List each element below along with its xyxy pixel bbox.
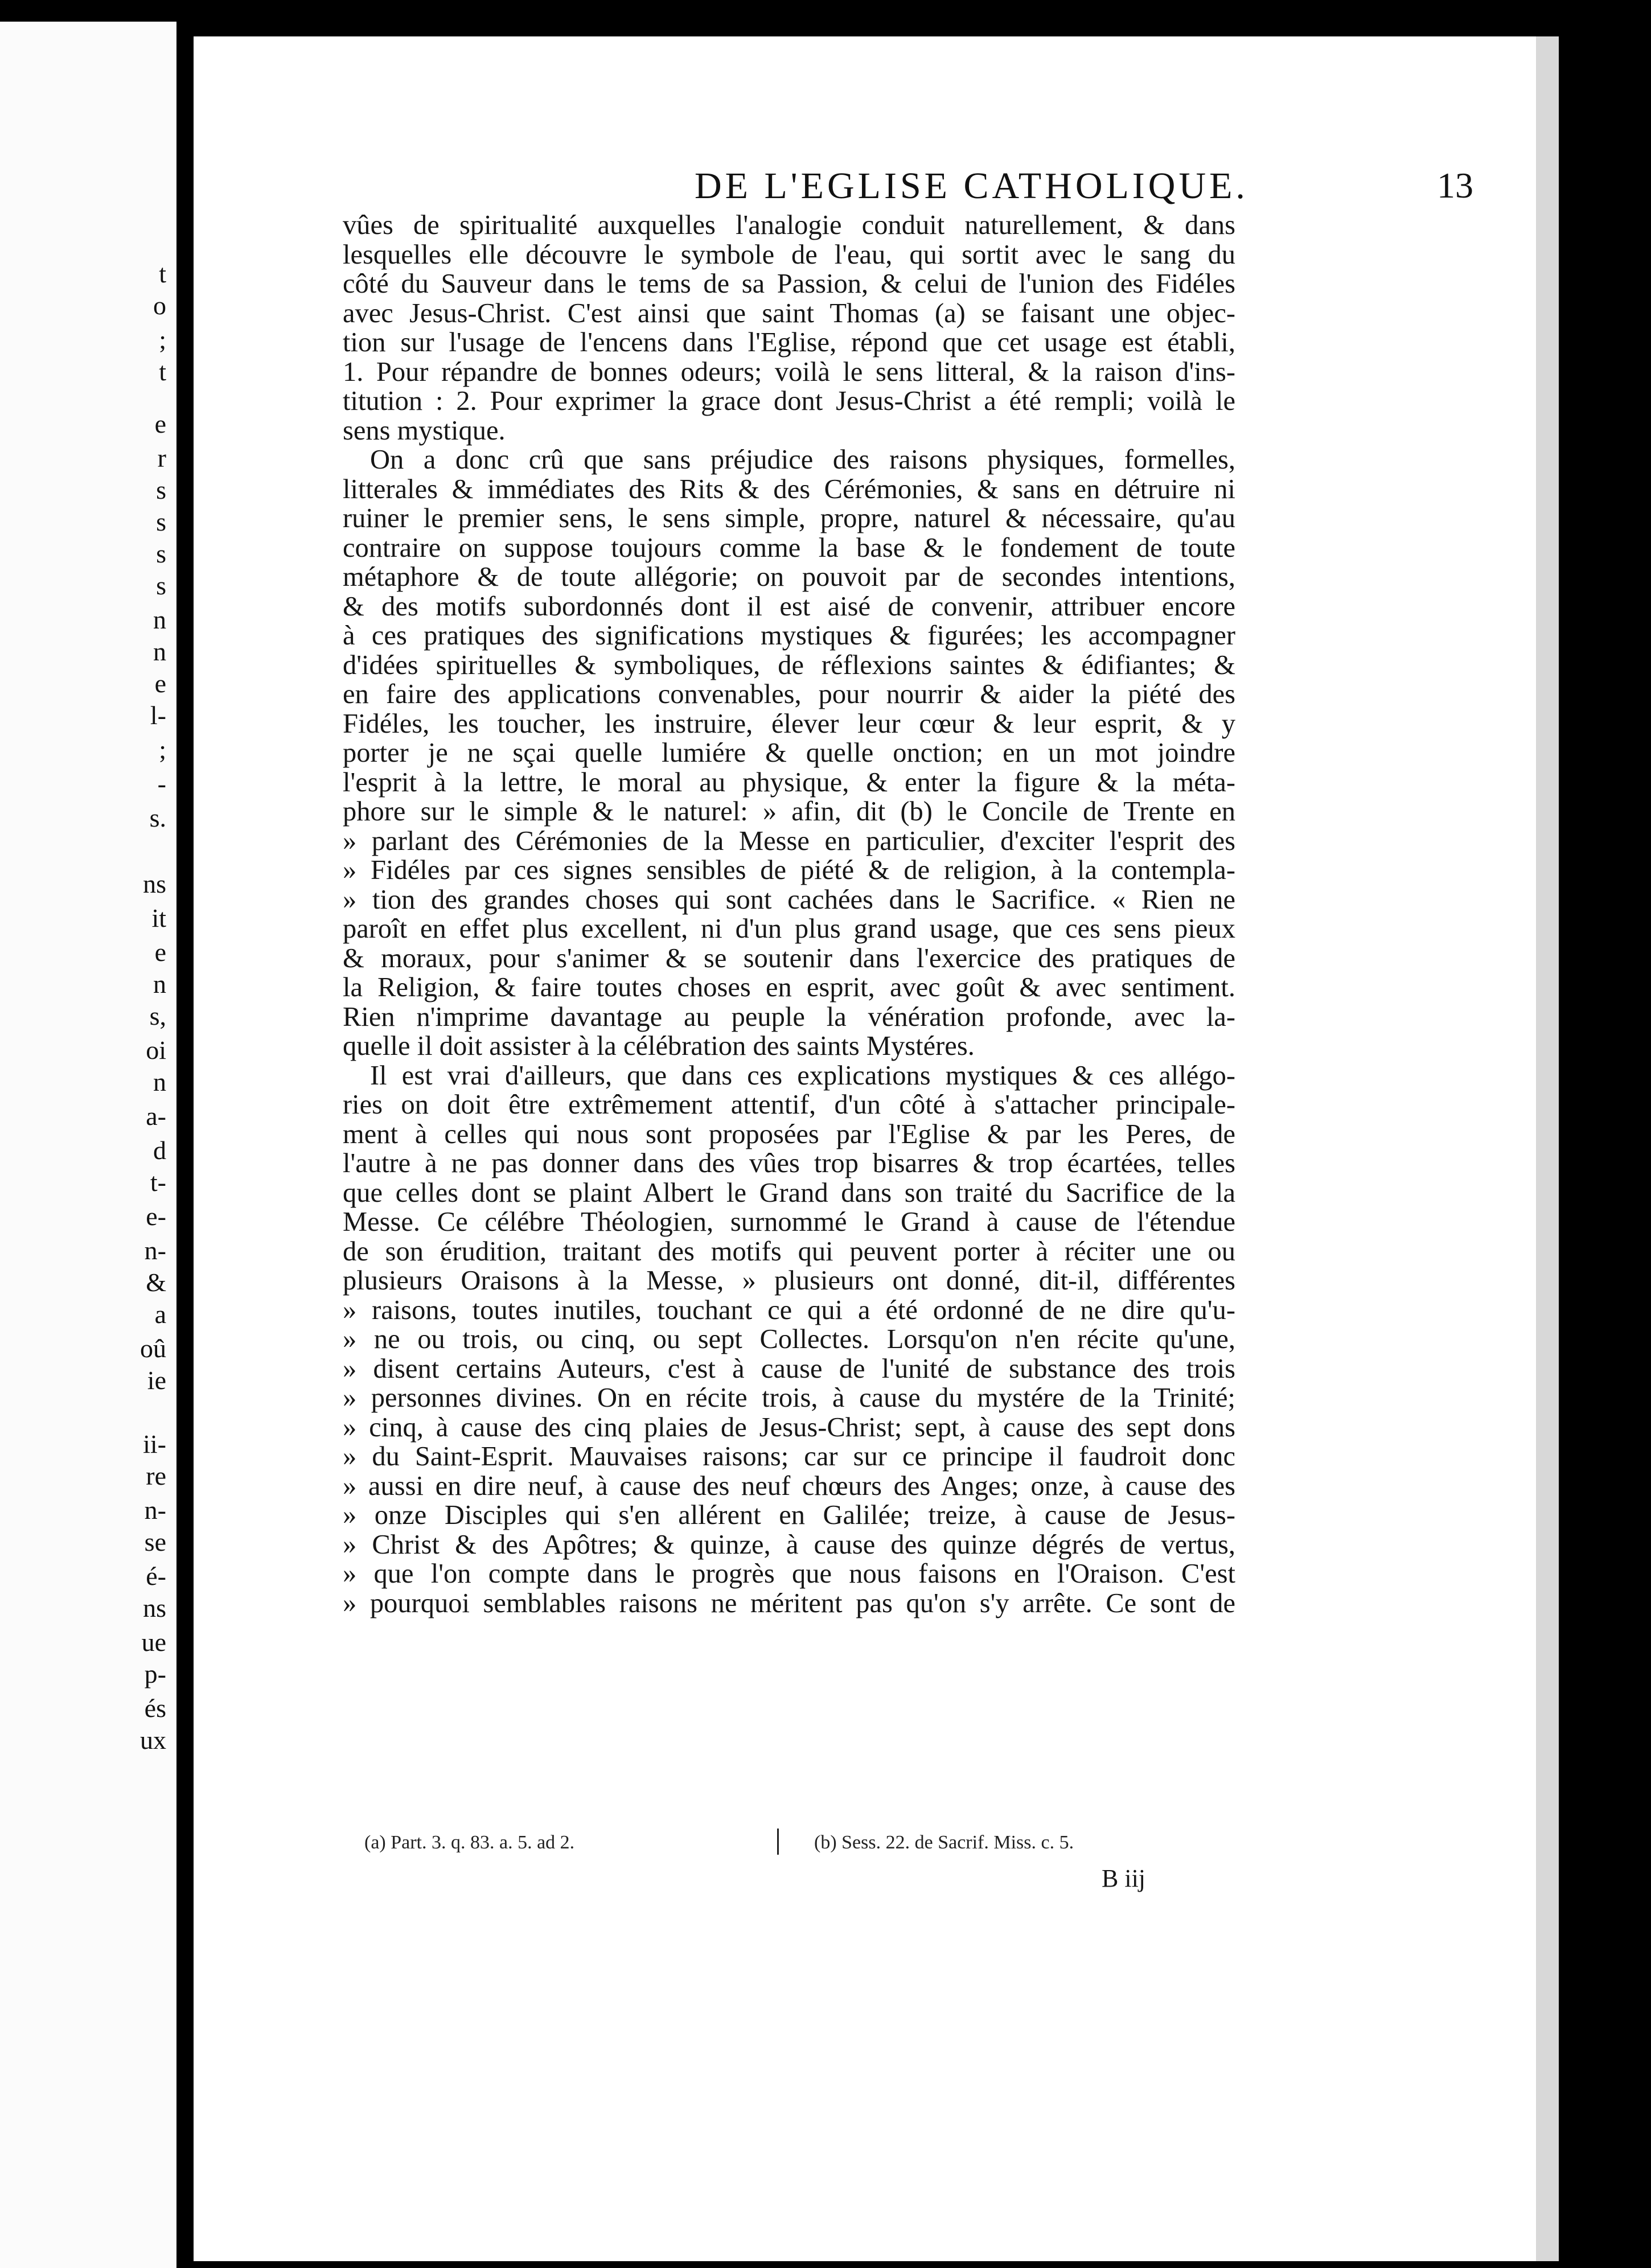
text-line: d'idées spirituelles & symboliques, de réflexions saintes & édifiantes; &: [343, 650, 1235, 680]
text-line: » ne ou trois, ou cinq, ou sept Collectes. Lorsqu'on n'en récite qu'une,: [343, 1324, 1235, 1354]
text-line: » Christ & des Apôtres; & quinze, à cause des quinze dégrés de vertus,: [343, 1529, 1235, 1560]
margin-fragment: n: [153, 1067, 166, 1096]
text-line: » aussi en dire neuf, à cause des neuf chœurs des Anges; onze, à cause des: [343, 1470, 1235, 1501]
margin-fragment: n-: [144, 1236, 166, 1265]
margin-fragment: s: [156, 507, 166, 536]
margin-fragment: s: [156, 475, 166, 504]
text-line: Fidéles, les toucher, les instruire, élever leur cœur & leur esprit, & y: [343, 708, 1235, 739]
text-line: On a donc crû que sans préjudice des raisons physiques, formelles,: [370, 445, 1235, 475]
text-line: quelle il doit assister à la célébration des saints Mystéres.: [343, 1031, 975, 1061]
margin-fragment: ns: [143, 1593, 166, 1622]
margin-fragment: e-: [146, 1202, 166, 1231]
text-line: en faire des applications convenables, pour nourrir & aider la piété des: [343, 679, 1235, 709]
body-text: [343, 211, 1235, 1618]
text-line: la Religion, & faire toutes choses en esprit, avec goût & avec sentiment.: [343, 972, 1235, 1002]
text-line: de son érudition, traitant des motifs qui peuvent porter à réciter une ou: [343, 1236, 1235, 1267]
margin-fragment: p-: [144, 1659, 166, 1688]
text-line: » tion des grandes choses qui sont cachées dans le Sacrifice. « Rien ne: [343, 884, 1235, 915]
text-line: Messe. Ce célébre Théologien, surnommé le Grand à cause de l'étendue: [343, 1207, 1235, 1237]
text-line: & moraux, pour s'animer & se soutenir dans l'exercice des pratiques de: [343, 943, 1235, 973]
margin-fragment: t: [159, 357, 166, 386]
text-line: » pourquoi semblables raisons ne méritent pas qu'on s'y arrête. Ce sont de: [343, 1588, 1235, 1618]
margin-fragment: és: [144, 1694, 166, 1723]
footnote-divider: [777, 1829, 779, 1855]
margin-fragment: a-: [146, 1102, 166, 1131]
text-line: » personnes divines. On en récite trois, à cause du mystére de la Trinité;: [343, 1383, 1235, 1413]
text-line: lesquelles elle découvre le symbole de l'eau, qui sortit avec le sang du: [343, 239, 1235, 270]
margin-fragment: s: [156, 539, 166, 568]
text-line: ruiner le premier sens, le sens simple, propre, naturel & nécessaire, qu'au: [343, 503, 1235, 533]
margin-fragment: s: [156, 571, 166, 600]
margin-fragment: t-: [150, 1168, 166, 1197]
margin-fragment: n: [153, 605, 166, 634]
margin-fragment: a: [154, 1300, 166, 1329]
text-line: l'autre à ne pas donner dans des vûes trop bisarres & trop écartées, telles: [343, 1148, 1235, 1178]
text-line: que celles dont se plaint Albert le Grand dans son traité du Sacrifice de la: [343, 1177, 1235, 1208]
margin-fragment: l-: [150, 701, 166, 730]
margin-fragment: ns: [143, 869, 166, 898]
margin-fragment: s.: [149, 803, 166, 832]
margin-fragment: it: [151, 903, 166, 932]
text-line: » parlant des Cérémonies de la Messe en particulier, d'exciter l'esprit des: [343, 825, 1235, 856]
text-line: 1. Pour répandre de bonnes odeurs; voilà le sens litteral, & la raison d'ins-: [343, 356, 1235, 387]
margin-fragment: n-: [144, 1495, 166, 1525]
margin-fragment: &: [146, 1268, 166, 1297]
text-line: côté du Sauveur dans le tems de sa Passion, & celui de l'union des Fidéles: [343, 269, 1235, 299]
main-page: [194, 36, 1536, 2261]
margin-fragment: n: [153, 969, 166, 999]
text-line: » Fidéles par ces signes sensibles de piété & de religion, à la contempla-: [343, 855, 1235, 885]
text-line: Il est vrai d'ailleurs, que dans ces explications mystiques & ces allégo-: [370, 1060, 1235, 1091]
margin-fragment: ue: [141, 1628, 166, 1657]
margin-fragment: se: [144, 1527, 166, 1556]
margin-fragment: oi: [146, 1036, 166, 1065]
margin-fragment: ie: [147, 1366, 166, 1395]
margin-fragment: d: [153, 1136, 166, 1165]
left-page-edge: [0, 22, 176, 2268]
text-line: paroît en effet plus excellent, ni d'un plus grand usage, que ces sens pieux: [343, 914, 1235, 944]
margin-fragment: n: [153, 637, 166, 666]
margin-fragment: r: [157, 443, 166, 472]
text-line: litterales & immédiates des Rits & des Cérémonies, & sans en détruire ni: [343, 474, 1235, 504]
text-line: Rien n'imprime davantage au peuple la vénération profonde, avec la-: [343, 1001, 1235, 1032]
text-line: vûes de spiritualité auxquelles l'analogie conduit naturellement, & dans: [343, 210, 1235, 240]
text-line: titution : 2. Pour exprimer la grace dont Jesus-Christ a été rempli; voilà le: [343, 386, 1235, 416]
text-line: phore sur le simple & le naturel: » afin, dit (b) le Concile de Trente en: [343, 796, 1235, 827]
page-header: [501, 165, 1502, 210]
margin-fragment: ;: [159, 325, 166, 354]
text-line: » du Saint-Esprit. Mauvaises raisons; car sur ce principe il faudroit donc: [343, 1441, 1235, 1472]
text-line: » cinq, à cause des cinq plaies de Jesus-Christ; sept, à cause des sept dons: [343, 1412, 1235, 1443]
text-line: ries on doit être extrêmement attentif, d'un côté à s'attacher principale-: [343, 1090, 1235, 1120]
text-line: » onze Disciples qui s'en allérent en Galilée; treize, à cause de Jesus-: [343, 1500, 1235, 1530]
text-line: contraire on suppose toujours comme la base & le fondement de toute: [343, 532, 1235, 563]
text-line: porter je ne sçai quelle lumiére & quelle onction; en un mot joindre: [343, 738, 1235, 768]
margin-fragment: s,: [149, 1001, 166, 1030]
right-page-edge: [1536, 36, 1559, 2261]
text-line: l'esprit à la lettre, le moral au physique, & enter la figure & la méta-: [343, 767, 1235, 798]
footnote-b: (b) Sess. 22. de Sacrif. Miss. c. 5.: [814, 1832, 1074, 1853]
signature-mark: B iij: [1102, 1864, 1146, 1892]
margin-fragment: e: [154, 669, 166, 698]
text-line: tion sur l'usage de l'encens dans l'Eglise, répond que cet usage est établi,: [343, 327, 1235, 358]
margin-fragment: ii-: [143, 1429, 166, 1458]
margin-fragment: o: [153, 291, 166, 320]
margin-fragment: re: [146, 1461, 166, 1490]
margin-fragment: t: [159, 259, 166, 288]
margin-fragment: e: [154, 938, 166, 967]
text-line: avec Jesus-Christ. C'est ainsi que saint Thomas (a) se faisant une objec-: [343, 298, 1235, 328]
running-head: DE L'EGLISE CATHOLIQUE.: [695, 165, 1248, 207]
margin-fragment: -: [157, 769, 166, 798]
margin-fragment: é-: [146, 1562, 166, 1591]
margin-fragment: ;: [159, 735, 166, 764]
text-line: » que l'on compte dans le progrès que nous faisons en l'Oraison. C'est: [343, 1559, 1235, 1589]
margin-fragment: oû: [140, 1334, 166, 1363]
footnote-a: (a) Part. 3. q. 83. a. 5. ad 2.: [364, 1832, 575, 1853]
text-line: » disent certains Auteurs, c'est à cause de l'unité de substance des trois: [343, 1353, 1235, 1384]
margin-fragment: e: [154, 409, 166, 438]
footnotes: [364, 1832, 1218, 1860]
text-line: & des motifs subordonnés dont il est aisé de convenir, attribuer encore: [343, 591, 1235, 622]
text-line: métaphore & de toute allégorie; on pouvoit par de secondes intentions,: [343, 562, 1235, 592]
page-number: 13: [1437, 165, 1473, 206]
margin-fragment: ux: [140, 1725, 166, 1755]
text-line: sens mystique.: [343, 415, 506, 446]
text-line: » raisons, toutes inutiles, touchant ce qui a été ordonné de ne dire qu'u-: [343, 1295, 1235, 1325]
text-line: plusieurs Oraisons à la Messe, » plusieurs ont donné, dit-il, différentes: [343, 1266, 1235, 1296]
text-line: ment à celles qui nous sont proposées par l'Eglise & par les Peres, de: [343, 1119, 1235, 1149]
text-line: à ces pratiques des significations mystiques & figurées; les accompagner: [343, 621, 1235, 651]
